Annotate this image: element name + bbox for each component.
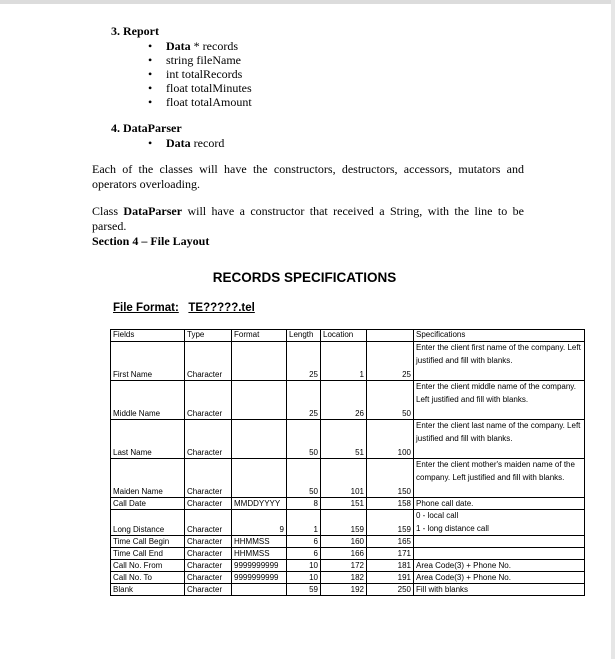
location-cell: 51 [321,420,367,459]
header-location: Location [321,330,367,342]
list-item: • Data * records [146,39,252,53]
type-cell: Character [185,420,232,459]
table-row [111,560,585,572]
format-cell: 9 [232,510,287,536]
location-cell: 166 [321,548,367,560]
end-cell: 25 [367,342,414,381]
table-row [111,536,585,548]
field-cell: First Name [111,342,185,381]
end-cell: 181 [367,560,414,572]
table-row [111,572,585,584]
length-cell: 6 [287,548,321,560]
records-title: RECORDS SPECIFICATIONS [212,270,397,285]
spec-cell [414,548,585,560]
format-cell [232,584,287,596]
format-cell [232,459,287,498]
format-cell: HHMMSS [232,536,287,548]
location-cell: 1 [321,342,367,381]
viewer-scroll-edge[interactable] [611,0,615,659]
spec-cell: Enter the client first name of the company. Left justified and fill with blanks. [414,342,585,381]
location-cell: 26 [321,381,367,420]
spec-cell: Fill with blanks [414,584,585,596]
length-cell: 59 [287,584,321,596]
format-cell: 9999999999 [232,560,287,572]
format-cell: HHMMSS [232,548,287,560]
field-cell: Call Date [111,498,185,510]
type-cell: Character [185,498,232,510]
list-item: • int totalRecords [146,67,252,81]
end-cell: 100 [367,420,414,459]
length-cell: 50 [287,459,321,498]
report-member-list [146,39,252,109]
end-cell: 158 [367,498,414,510]
field-cell: Time Call Begin [111,536,185,548]
length-cell: 10 [287,572,321,584]
table-row [111,584,585,596]
table-row [111,498,585,510]
header-format: Format [232,330,287,342]
length-cell: 6 [287,536,321,548]
list-item: • Data record [146,136,224,150]
report-heading: 3. Report [111,24,159,38]
list-item: • float totalAmount [146,95,252,109]
table-row [111,510,585,536]
table-header-row [111,330,585,342]
section-heading: Section 4 – File Layout [92,234,210,248]
end-cell: 171 [367,548,414,560]
table-row [111,459,585,498]
end-cell: 165 [367,536,414,548]
dataparser-paragraph: Class DataParser will have a constructor that received a String, with the line to be parsed. [92,204,524,233]
report-section [111,24,252,109]
spec-cell: Enter the client last name of the company. Left justified and fill with blanks. [414,420,585,459]
type-cell: Character [185,510,232,536]
length-cell: 25 [287,381,321,420]
spec-cell: Area Code(3) + Phone No. [414,560,585,572]
length-cell: 1 [287,510,321,536]
format-cell [232,381,287,420]
spec-cell: Phone call date. [414,498,585,510]
list-item: • float totalMinutes [146,81,252,95]
field-cell: Blank [111,584,185,596]
classes-paragraph: Each of the classes will have the constructors, destructors, accessors, mutators and operators overloading. [92,162,524,191]
type-cell: Character [185,536,232,548]
format-cell [232,420,287,459]
location-cell: 151 [321,498,367,510]
field-cell: Call No. From [111,560,185,572]
dataparser-heading: 4. DataParser [111,121,182,135]
type-cell: Character [185,342,232,381]
type-cell: Character [185,584,232,596]
location-cell: 172 [321,560,367,572]
location-cell: 160 [321,536,367,548]
location-cell: 101 [321,459,367,498]
end-cell: 191 [367,572,414,584]
records-spec-table [110,329,585,596]
type-cell: Character [185,572,232,584]
header-fields: Fields [111,330,185,342]
file-format-value: TE?????.tel [188,302,255,314]
location-cell: 192 [321,584,367,596]
header-length: Length [287,330,321,342]
type-cell: Character [185,381,232,420]
spec-cell: Enter the client mother's maiden name of the company. Left justified and fill with blanks. [414,459,585,498]
format-cell [232,342,287,381]
spec-cell [414,536,585,548]
table-body [111,330,585,596]
list-item: • string fileName [146,53,252,67]
length-cell: 10 [287,560,321,572]
location-cell: 159 [321,510,367,536]
file-format-label: File Format: [113,302,179,314]
type-cell: Character [185,459,232,498]
header-type: Type [185,330,232,342]
table-row [111,342,585,381]
field-cell: Maiden Name [111,459,185,498]
type-cell: Character [185,560,232,572]
format-cell: 9999999999 [232,572,287,584]
type-cell: Character [185,548,232,560]
length-cell: 50 [287,420,321,459]
end-cell: 50 [367,381,414,420]
length-cell: 8 [287,498,321,510]
table-row [111,548,585,560]
length-cell: 25 [287,342,321,381]
field-cell: Middle Name [111,381,185,420]
field-cell: Call No. To [111,572,185,584]
field-cell: Last Name [111,420,185,459]
header-end [367,330,414,342]
table-row [111,420,585,459]
format-cell: MMDDYYYY [232,498,287,510]
dataparser-section [111,121,224,150]
table-row [111,381,585,420]
spec-cell: Enter the client middle name of the company. Left justified and fill with blanks. [414,381,585,420]
spec-cell: Area Code(3) + Phone No. [414,572,585,584]
dataparser-member-list [146,136,224,150]
field-cell: Long Distance [111,510,185,536]
end-cell: 159 [367,510,414,536]
end-cell: 150 [367,459,414,498]
field-cell: Time Call End [111,548,185,560]
file-format [113,302,255,314]
header-specifications: Specifications [414,330,585,342]
spec-cell: 0 - local call 1 - long distance call [414,510,585,536]
end-cell: 250 [367,584,414,596]
location-cell: 182 [321,572,367,584]
